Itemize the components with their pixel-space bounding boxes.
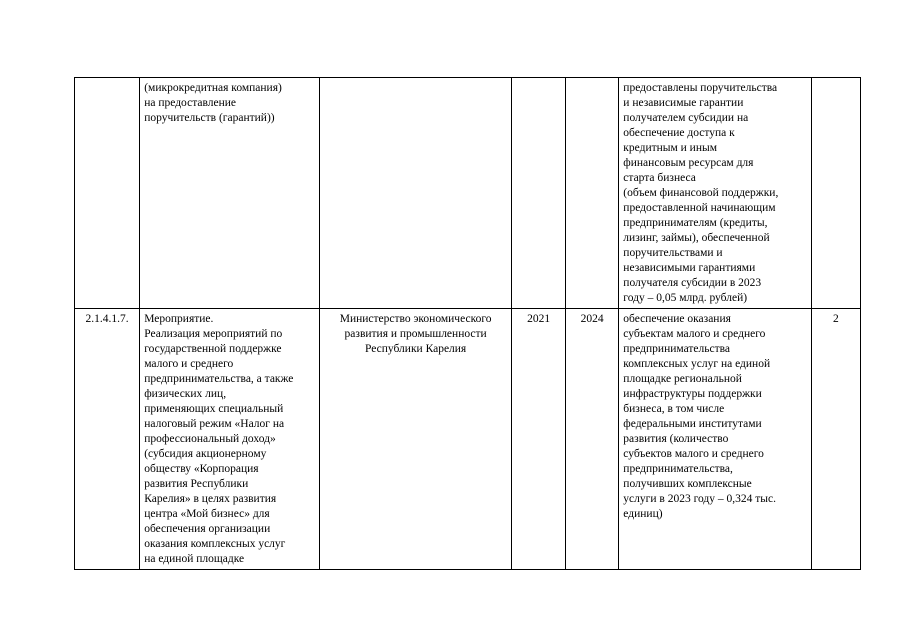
row-responsible: Министерство экономического развития и промышленности Республики Карелия [319,309,511,570]
row-responsible [319,78,511,309]
row-start-year: 2021 [512,309,565,570]
row-result: предоставлены поручительства и независимые гарантии получателем субсидии на обеспечение доступа к кредитным и иным финансовым ресурсам для старта бизнеса (объем финансовой поддержки, предоставленной начинающим предпринимателям (кредиты, лизинг, займы), обеспеченной поручительствами и независимыми гарантиями получателя субсидии в 2023 году – 0,05 млрд. рублей) [619,78,811,309]
program-table [74,77,861,570]
row-result: обеспечение оказания субъектам малого и среднего предпринимательства комплексных услуг на единой площадке региональной инфраструктуры поддержки бизнеса, в том числе федеральными институтами развития (количество субъектов малого и среднего предпринимательства, получивших комплексные услуги в 2023 году – 0,324 тыс. единиц) [619,309,811,570]
row-code [75,78,140,309]
row-link [811,78,860,309]
row-link: 2 [811,309,860,570]
row-end-year [565,78,618,309]
table-row [75,309,861,570]
table-row [75,78,861,309]
row-name: (микрокредитная компания) на предоставление поручительств (гарантий)) [140,78,320,309]
row-end-year: 2024 [565,309,618,570]
row-name: Мероприятие. Реализация мероприятий по государственной поддержке малого и среднего предпринимательства, а также физических лиц, применяющих специальный налоговый режим «Налог на профессиональный доход» (субсидия акционерному обществу «Корпорация развития Республики Карелия» в целях развития центра «Мой бизнес» для обеспечения организации оказания комплексных услуг на единой площадке [140,309,320,570]
row-code: 2.1.4.1.7. [75,309,140,570]
row-start-year [512,78,565,309]
